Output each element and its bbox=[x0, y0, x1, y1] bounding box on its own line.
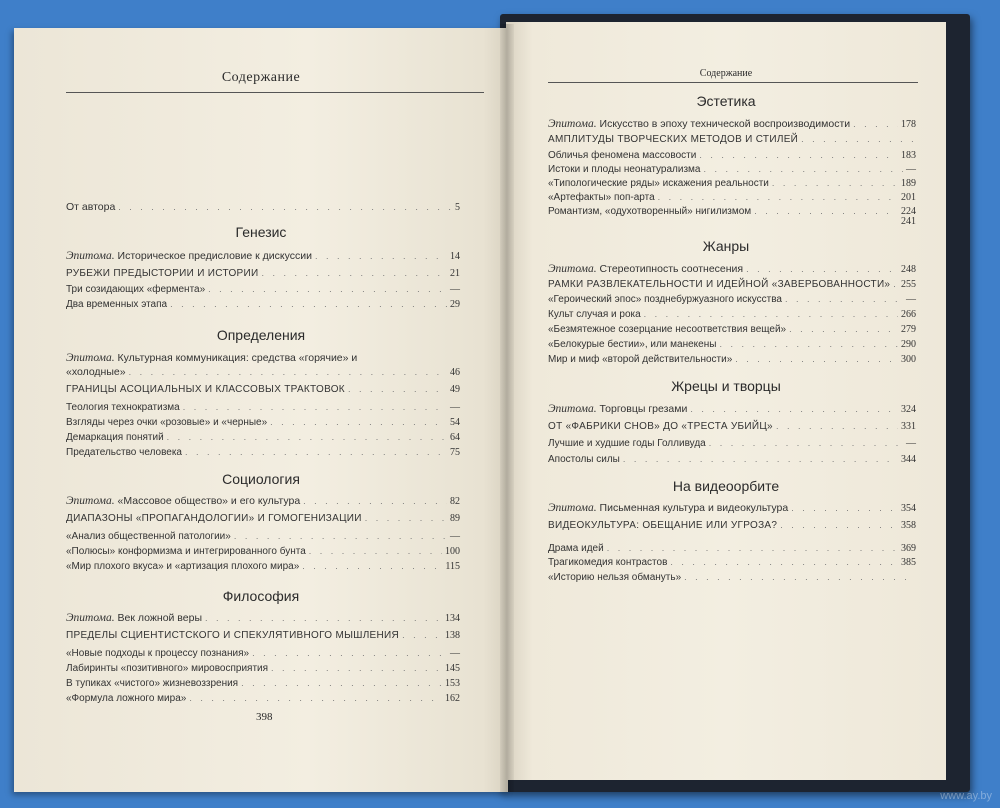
toc-entry[interactable]: «Артефакты» поп-арта . . . 201 bbox=[548, 192, 916, 203]
toc-entry[interactable]: Романтизм, «одухотворенный» нигилизмом . . . 224 bbox=[548, 206, 916, 217]
toc-entry[interactable]: Демаркация понятий . . . 64 bbox=[66, 432, 460, 443]
toc-entry[interactable]: Мир и миф «второй действительности» . . . 300 bbox=[548, 354, 916, 365]
toc-entry[interactable]: «Безмятежное созерцание несоответствия вещей» . . . 279 bbox=[548, 324, 916, 335]
toc-entry[interactable]: Два временных этапа . . . 29 bbox=[66, 299, 460, 310]
toc-entry[interactable]: ГРАНИЦЫ АСОЦИАЛЬНЫХ И КЛАССОВЫХ ТРАКТОВОК . . . 49 bbox=[66, 384, 460, 395]
section-heading: Определения bbox=[216, 327, 306, 343]
toc-entry[interactable]: Эпитома. Стереотипность соотнесения . . . 248 bbox=[548, 263, 916, 275]
toc-entry[interactable]: Эпитома. Век ложной веры . . . 134 bbox=[66, 612, 460, 624]
left-header-rule bbox=[66, 92, 484, 93]
toc-entry[interactable]: «Мир плохого вкуса» и «артизация плохого мира» . . . 115 bbox=[66, 561, 460, 572]
toc-entry-author[interactable]: От автора . . . 5 bbox=[66, 201, 460, 213]
right-page bbox=[506, 22, 946, 780]
toc-entry[interactable]: ДИАПАЗОНЫ «ПРОПАГАНДОЛОГИИ» И ГОМОГЕНИЗАЦИИ . . . 89 bbox=[66, 513, 460, 524]
section-heading: Генезис bbox=[235, 224, 287, 240]
toc-entry[interactable]: «Анализ общественной патологии» . . . — bbox=[66, 531, 460, 542]
toc-entry[interactable]: Истоки и плоды неонатурализма . . . — bbox=[548, 164, 916, 175]
toc-entry[interactable]: Обличья феномена массовости . . . 183 bbox=[548, 150, 916, 161]
toc-entry[interactable]: РАМКИ РАЗВЛЕКАТЕЛЬНОСТИ И ИДЕЙНОЙ «ЗАВЕРБОВАННОСТИ» . . . 255 bbox=[548, 279, 916, 290]
toc-entry[interactable]: Эпитома. Культурная коммуникация: средства «горячие» и bbox=[66, 352, 358, 364]
left-page bbox=[14, 28, 508, 792]
toc-entry[interactable]: Эпитома. «Массовое общество» и его культура . . . 82 bbox=[66, 495, 460, 507]
toc-entry[interactable]: ОТ «ФАБРИКИ СНОВ» ДО «ТРЕСТА УБИЙЦ» . . . 331 bbox=[548, 421, 916, 432]
toc-entry[interactable]: «Историю нельзя обмануть» . . . bbox=[548, 572, 916, 583]
toc-entry[interactable]: Теология технократизма . . . — bbox=[66, 402, 460, 413]
toc-entry[interactable]: «Новые подходы к процессу познания» . . . — bbox=[66, 648, 460, 659]
toc-entry[interactable]: Три созидающих «фермента» . . . — bbox=[66, 284, 460, 295]
section-heading: Жанры bbox=[702, 238, 750, 254]
toc-entry[interactable]: «Полюсы» конформизма и интегрированного бунта . . . 100 bbox=[66, 546, 460, 557]
toc-entry[interactable]: «холодные» . . . 46 bbox=[66, 366, 460, 378]
section-heading: Философия bbox=[222, 588, 300, 604]
toc-entry[interactable]: ВИДЕОКУЛЬТУРА: ОБЕЩАНИЕ ИЛИ УГРОЗА? . . . 358 bbox=[548, 520, 916, 531]
section-heading: Жрецы и творцы bbox=[671, 378, 781, 394]
toc-entry[interactable]: Эпитома. Историческое предисловие к дискуссии . . . 14 bbox=[66, 250, 460, 262]
toc-entry[interactable]: «Белокурые бестии», или манекены . . . 290 bbox=[548, 339, 916, 350]
toc-entry[interactable]: Трагикомедия контрастов . . . 385 bbox=[548, 557, 916, 568]
toc-entry[interactable]: Эпитома. Письменная культура и видеокультура . . . 354 bbox=[548, 502, 916, 514]
toc-entry[interactable]: Апостолы силы . . . 344 bbox=[548, 454, 916, 465]
toc-entry[interactable]: Лучшие и худшие годы Голливуда . . . — bbox=[548, 438, 916, 449]
toc-entry[interactable]: Культ случая и рока . . . 266 bbox=[548, 309, 916, 320]
section-heading: На видеоорбите bbox=[672, 478, 780, 494]
toc-entry[interactable]: АМПЛИТУДЫ ТВОРЧЕСКИХ МЕТОДОВ И СТИЛЕЙ . . . bbox=[548, 134, 916, 145]
toc-entry[interactable]: Эпитома. Торговцы грезами . . . 324 bbox=[548, 403, 916, 415]
toc-entry[interactable]: «Героический эпос» позднебуржуазного искусства . . . — bbox=[548, 294, 916, 305]
toc-entry[interactable]: «Формула ложного мира» . . . 162 bbox=[66, 693, 460, 704]
toc-entry[interactable]: Предательство человека . . . 75 bbox=[66, 447, 460, 458]
page-number: 398 bbox=[256, 711, 273, 723]
toc-entry[interactable]: Лабиринты «позитивного» мировосприятия . . . 145 bbox=[66, 663, 460, 674]
section-heading: Социология bbox=[222, 471, 300, 487]
toc-entry[interactable]: ПРЕДЕЛЫ СЦИЕНТИСТСКОГО И СПЕКУЛЯТИВНОГО МЫШЛЕНИЯ . . . 138 bbox=[66, 630, 460, 641]
book-spine-gutter bbox=[500, 24, 514, 792]
left-page-header: Содержание bbox=[221, 70, 301, 85]
toc-entry[interactable]: В тупиках «чистого» жизневоззрения . . . 153 bbox=[66, 678, 460, 689]
watermark: www.ay.by bbox=[940, 790, 992, 802]
toc-entry[interactable]: Драма идей . . . 369 bbox=[548, 543, 916, 554]
right-header-rule bbox=[548, 82, 918, 83]
toc-entry[interactable]: Взгляды через очки «розовые» и «черные» . . . 54 bbox=[66, 417, 460, 428]
toc-entry[interactable]: «Типологические ряды» искажения реальности . . . 189 bbox=[548, 178, 916, 189]
toc-entry[interactable]: Эпитома. Искусство в эпоху технической воспроизводимости . . . 178 bbox=[548, 118, 916, 130]
right-page-header: Содержание bbox=[699, 68, 753, 79]
section-heading: Эстетика bbox=[696, 93, 756, 109]
toc-entry[interactable]: 241 bbox=[901, 216, 916, 227]
toc-entry[interactable]: РУБЕЖИ ПРЕДЫСТОРИИ И ИСТОРИИ . . . 21 bbox=[66, 268, 460, 279]
